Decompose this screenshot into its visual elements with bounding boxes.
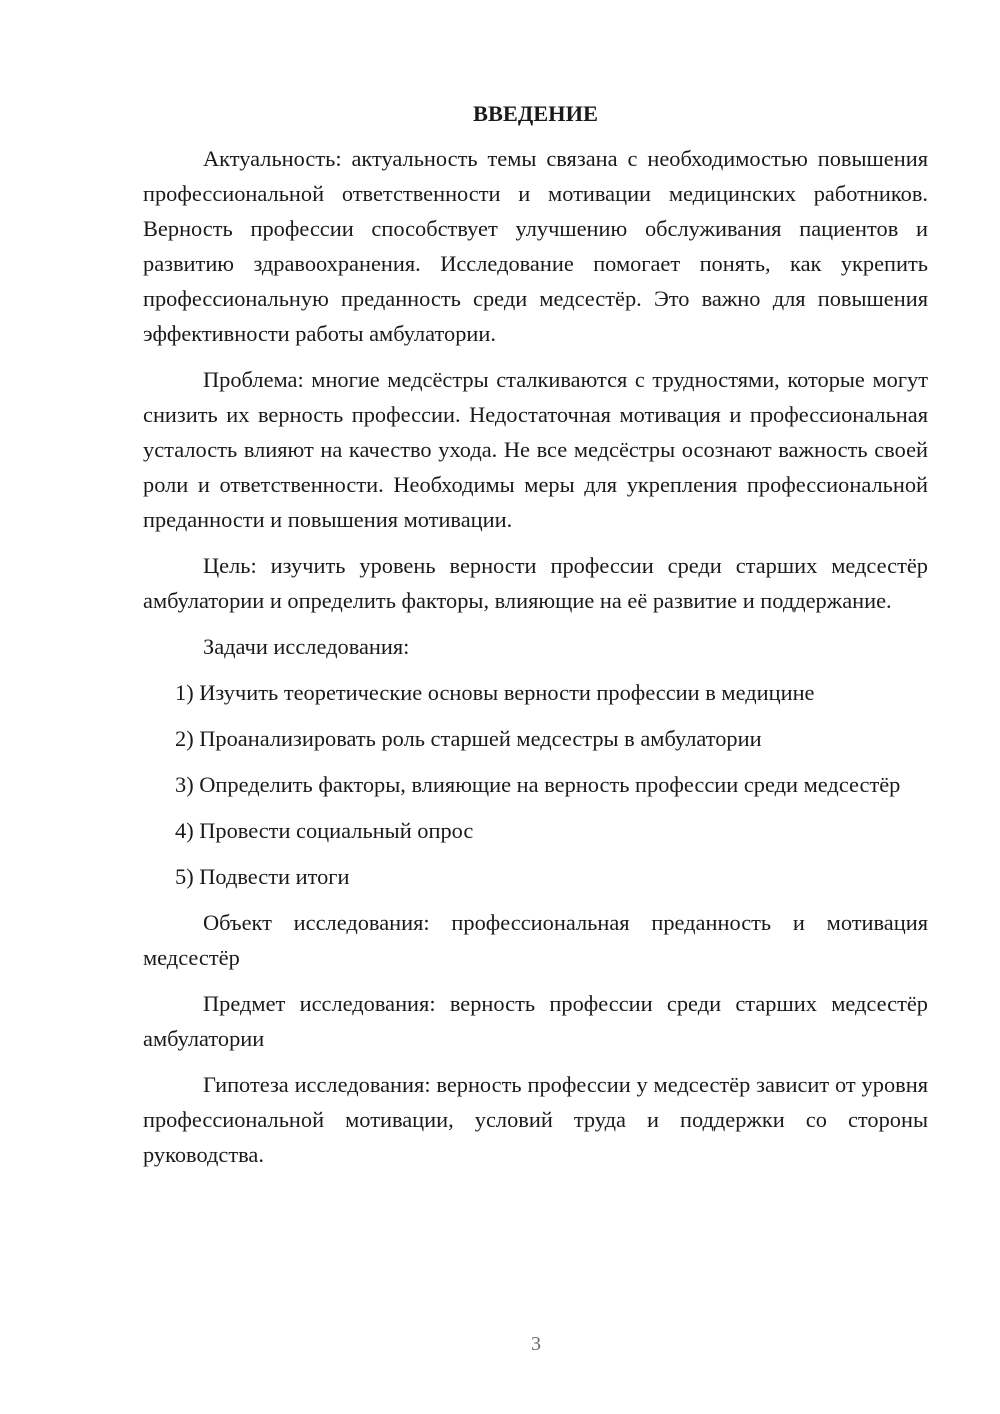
- page-content: [143, 96, 928, 1183]
- paragraph-subject: Предмет исследования: верность профессии среди старших медсестёр амбулатории: [143, 991, 928, 1051]
- paragraph-relevance: Актуальность: актуальность темы связана с необходимостью повышения профессиональной ответственности и мотивации медицинских работников. Верность профессии способствует улучшению обслуживания пациентов и развитию здравоохранения. Исследование помогает понять, как укрепить профессиональную преданность среди медсестёр. Это важно для повышения эффективности работы амбулатории.: [143, 146, 928, 346]
- task-item-1: 1) Изучить теоретические основы верности профессии в медицине: [175, 680, 815, 705]
- task-item-2: 2) Проанализировать роль старшей медсестры в амбулатории: [175, 726, 762, 751]
- task-item-5: 5) Подвести итоги: [175, 864, 350, 889]
- paragraph-goal: Цель: изучить уровень верности профессии среди старших медсестёр амбулатории и определить факторы, влияющие на её развитие и поддержание.: [143, 553, 928, 613]
- section-title: ВВЕДЕНИЕ: [473, 101, 598, 126]
- task-item-4: 4) Провести социальный опрос: [175, 818, 474, 843]
- task-item-3: 3) Определить факторы, влияющие на верность профессии среди медсестёр: [175, 772, 901, 797]
- paragraph-hypothesis: Гипотеза исследования: верность профессии у медсестёр зависит от уровня профессиональной мотивации, условий труда и поддержки со стороны руководства.: [143, 1072, 928, 1167]
- paragraph-problem: Проблема: многие медсёстры сталкиваются с трудностями, которые могут снизить их верность профессии. Недостаточная мотивация и профессиональная усталость влияют на качество ухода. Не все медсёстры осознают важность своей роли и ответственности. Необходимы меры для укрепления профессиональной преданности и повышения мотивации.: [143, 367, 928, 532]
- paragraph-tasks-heading: Задачи исследования:: [203, 634, 410, 659]
- page-number: 3: [531, 1333, 541, 1355]
- paragraph-object: Объект исследования: профессиональная преданность и мотивация медсестёр: [143, 910, 928, 970]
